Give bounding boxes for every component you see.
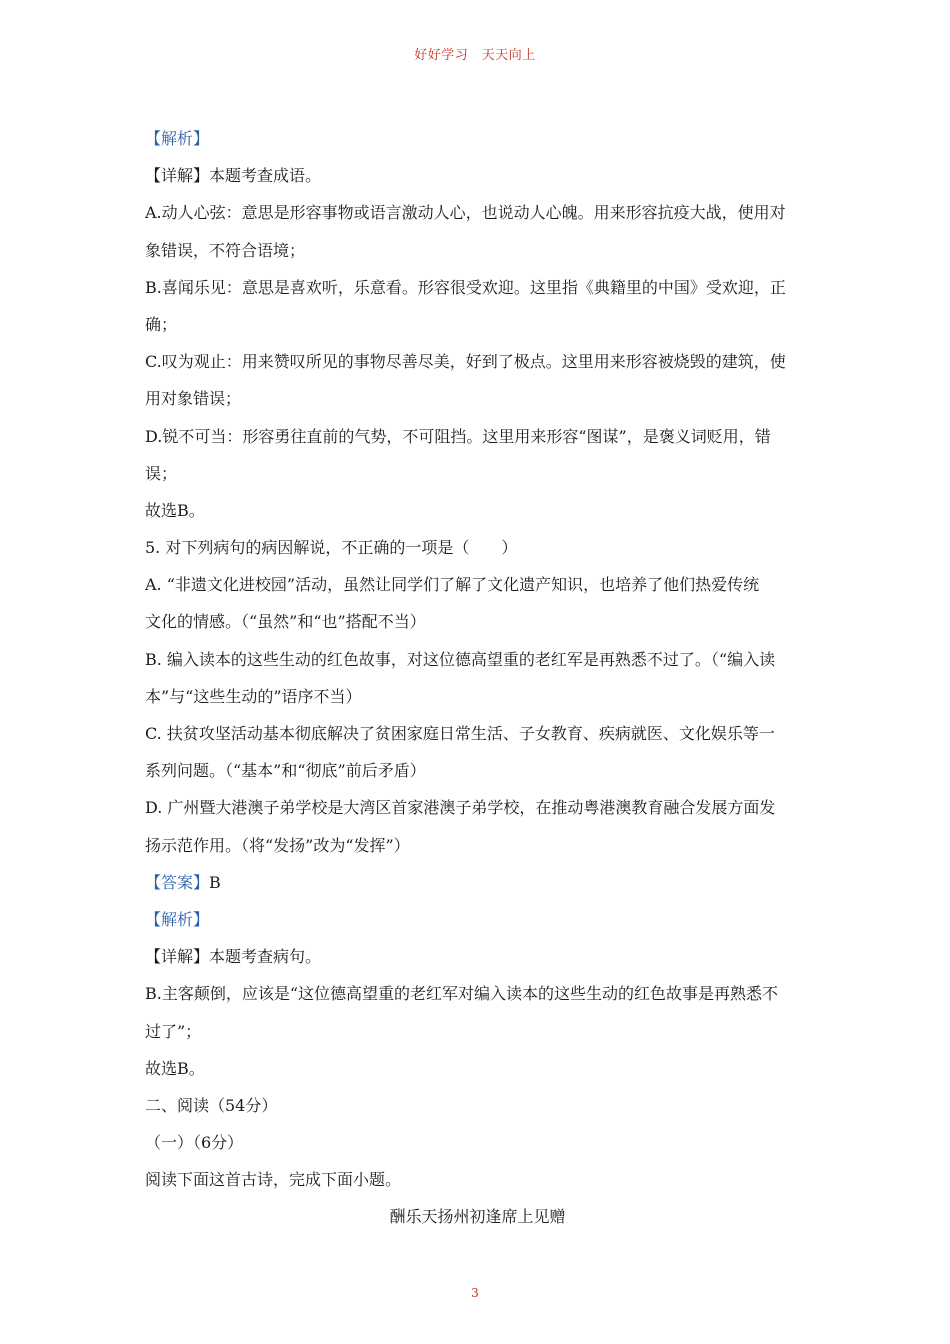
- analysis-label: 【解析】: [145, 909, 210, 929]
- instruction-line: 阅读下面这首古诗，完成下面小题。: [145, 1170, 402, 1190]
- option-b-explanation-cont: 确；: [145, 314, 178, 334]
- page-header: 好好学习 天天向上: [414, 48, 536, 63]
- answer-label: 【答案】: [145, 872, 210, 892]
- answer-value: B: [209, 872, 221, 892]
- section-heading: 二、阅读（54分）: [145, 1095, 278, 1115]
- question-5-option-b-cont: 本”与“这些生动的”语序不当）: [145, 686, 362, 706]
- question-5-option-b: B. 编入读本的这些生动的红色故事，对这位德高望重的老红军是再熟悉不过了。（“编入读: [145, 649, 776, 669]
- analysis-label: 【解析】: [145, 129, 210, 148]
- conclusion-line: 故选B。: [145, 1058, 205, 1078]
- option-a-explanation-cont: 象错误，不符合语境；: [145, 240, 306, 260]
- question-5-option-d-cont: 扬示范作用。（将“发扬”改为“发挥”）: [145, 835, 410, 855]
- option-d-explanation-cont: 误；: [145, 463, 178, 483]
- question-5-option-c: C. 扶贫攻坚活动基本彻底解决了贫困家庭日常生活、子女教育、疾病就医、文化娱乐等一: [145, 724, 775, 743]
- option-b-analysis-cont: 过了”；: [145, 1021, 202, 1041]
- option-c-explanation: C.叹为观止：用来赞叹所见的事物尽善尽美，好到了极点。这里用来形容被烧毁的建筑，使: [145, 352, 786, 372]
- document-body: [145, 120, 810, 1236]
- answer-line: [145, 864, 810, 901]
- subsection-heading: （一）（6分）: [145, 1133, 244, 1153]
- question-5-option-c-cont: 系列问题。（“基本”和“彻底”前后矛盾）: [145, 761, 426, 781]
- option-a-explanation: A.动人心弦：意思是形容事物或语言激动人心，也说动人心魄。用来形容抗疫大战，使用对: [145, 203, 786, 223]
- question-5-option-a: A. “非遗文化进校园”活动，虽然让同学们了解了文化遗产知识，也培养了他们热爱传统: [145, 575, 760, 595]
- conclusion-line: 故选B。: [145, 500, 205, 520]
- detail-line: 【详解】本题考查病句。: [145, 947, 322, 967]
- option-c-explanation-cont: 用对象错误；: [145, 389, 242, 409]
- detail-line: 【详解】本题考查成语。: [145, 166, 322, 186]
- option-b-explanation: B.喜闻乐见：意思是喜欢听，乐意看。形容很受欢迎。这里指《典籍里的中国》受欢迎，正: [145, 277, 786, 297]
- option-b-analysis: B.主客颠倒，应该是“这位德高望重的老红军对编入读本的这些生动的红色故事是再熟悉不: [145, 984, 779, 1004]
- question-5-option-d: D. 广州暨大港澳子弟学校是大湾区首家港澳子弟学校，在推动粤港澳教育融合发展方面发: [145, 798, 776, 818]
- option-d-explanation: D.锐不可当：形容勇往直前的气势，不可阻挡。这里用来形容“图谋”，是褒义词贬用，错: [145, 426, 771, 446]
- question-5-option-a-cont: 文化的情感。（“虽然”和“也”搭配不当）: [145, 612, 426, 632]
- page-number: 3: [471, 1286, 479, 1300]
- poem-title: 酬乐天扬州初逢席上见赠: [389, 1207, 566, 1227]
- question-5-stem: 5. 对下列病句的病因解说，不正确的一项是（ ）: [145, 538, 518, 558]
